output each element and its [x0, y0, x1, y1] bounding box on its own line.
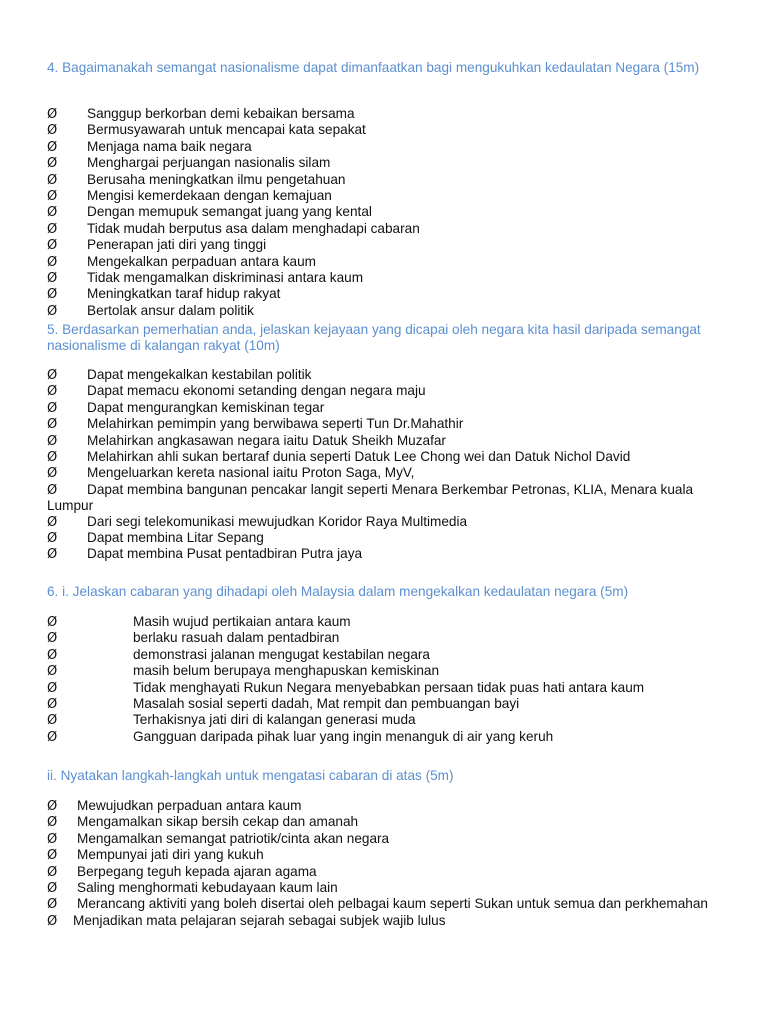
- list-item: Ø Bertolak ansur dalam politik: [47, 302, 254, 319]
- bullet-icon: Ø: [47, 547, 58, 563]
- bullet-icon: Ø: [47, 107, 58, 122]
- list-item: Ø Meningkatkan taraf hidup rakyat: [47, 286, 281, 303]
- list-item: Ø Merancang aktiviti yang boleh disertai oleh pelbagai kaum seperti Sukan untuk semua dan perkhemahan: [47, 896, 708, 913]
- list-item: Ø Mempunyai jati diri yang kukuh: [47, 847, 264, 864]
- bullet-icon: Ø: [47, 680, 58, 696]
- question-5: 5. Berdasarkan pemerhatian anda, jelaskan kejayaan yang dicapai oleh negara kita hasil daripada semangat nasionalisme di kalangan rakyat (10m): [47, 322, 701, 353]
- list-item: Ø Tidak menghayati Rukun Negara menyebabkan persaan tidak puas hati antara kaum: [47, 679, 645, 696]
- bullet-icon: Ø: [47, 647, 58, 663]
- question-4: 4. Bagaimanakah semangat nasionalisme dapat dimanfaatkan bagi mengukuhkan kedaulatan Negara (15m): [47, 60, 700, 75]
- bullet-icon: Ø: [47, 384, 58, 400]
- bullet-icon: Ø: [47, 156, 58, 172]
- bullet-icon: Ø: [47, 713, 58, 729]
- bullet-icon: Ø: [47, 815, 58, 831]
- bullet-icon: Ø: [47, 123, 58, 139]
- bullet-icon: Ø: [47, 664, 58, 680]
- list-item: Ø Saling menghormati kebudayaan kaum lain: [47, 880, 338, 897]
- bullet-icon: Ø: [47, 482, 58, 498]
- list-item: Ø Dapat membina Litar Sepang: [47, 530, 264, 547]
- question-6-i: 6. i. Jelaskan cabaran yang dihadapi oleh Malaysia dalam mengekalkan kedaulatan negara (5m): [47, 584, 629, 599]
- list-item: Ø demonstrasi jalanan mengugat kestabilan negara: [47, 646, 430, 663]
- bullet-icon: Ø: [47, 881, 58, 897]
- list-item: Ø Dari segi telekomunikasi mewujudkan Koridor Raya Multimedia: [47, 513, 468, 530]
- list-item: Ø Mengisi kemerdekaan dengan kemajuan: [47, 188, 332, 205]
- list-item: Ø Melahirkan angkasawan negara iaitu Datuk Sheikh Muzafar: [47, 432, 446, 449]
- list-item: Ø Melahirkan ahli sukan bertaraf dunia seperti Datuk Lee Chong wei dan Datuk Nichol David: [47, 449, 631, 466]
- list-item: Ø Dapat membina bangunan pencakar langit seperti Menara Berkembar Petronas, KLIA, Menara kuala Lumpur: [47, 481, 694, 514]
- bullet-icon: Ø: [47, 287, 58, 303]
- bullet-icon: Ø: [47, 697, 58, 713]
- list-item: Ø Melahirkan pemimpin yang berwibawa seperti Tun Dr.Mahathir: [47, 416, 464, 433]
- list-item: Ø Dapat membina Pusat pentadbiran Putra jaya: [47, 546, 363, 563]
- list-item: Ø Penerapan jati diri yang tinggi: [47, 237, 267, 254]
- bullet-icon: Ø: [47, 831, 58, 847]
- bullet-icon: Ø: [47, 531, 58, 547]
- list-item: Ø Masalah sosial seperti dadah, Mat rempit dan pembuangan bayi: [47, 696, 520, 713]
- bullet-icon: Ø: [47, 400, 58, 416]
- list-item: Ø Terhakisnya jati diri di kalangan generasi muda: [47, 712, 416, 729]
- bullet-icon: Ø: [47, 433, 58, 449]
- answer-list-5: [47, 367, 727, 563]
- bullet-icon: Ø: [47, 913, 58, 929]
- bullet-icon: Ø: [47, 848, 58, 864]
- list-item: Ø Berpegang teguh kepada ajaran agama: [47, 863, 317, 880]
- bullet-icon: Ø: [47, 466, 58, 482]
- list-item: Ø Mengamalkan sikap bersih cekap dan amanah: [47, 814, 359, 831]
- answer-list-4: [47, 106, 727, 319]
- bullet-icon: Ø: [47, 271, 58, 287]
- list-item: Ø Menjadikan mata pelajaran sejarah sebagai subjek wajib lulus: [47, 912, 446, 929]
- list-item: Ø Menjaga nama baik negara: [47, 138, 252, 155]
- answer-list-6-ii: [47, 798, 727, 929]
- bullet-icon: Ø: [47, 221, 58, 237]
- bullet-icon: Ø: [47, 514, 58, 530]
- bullet-icon: Ø: [47, 189, 58, 205]
- bullet-icon: Ø: [47, 417, 58, 433]
- bullet-icon: Ø: [47, 139, 58, 155]
- list-item: Ø Dapat mengekalkan kestabilan politik: [47, 367, 312, 383]
- list-item: Ø Gangguan daripada pihak luar yang ingin menanguk di air yang keruh: [47, 728, 554, 745]
- list-item: Ø Dapat memacu ekonomi setanding dengan negara maju: [47, 383, 426, 400]
- bullet-icon: Ø: [47, 615, 58, 630]
- list-item: Ø Sanggup berkorban demi kebaikan bersama: [47, 106, 355, 122]
- list-item: Ø Masih wujud pertikaian antara kaum: [47, 614, 351, 630]
- bullet-icon: Ø: [47, 303, 58, 319]
- list-item: Ø Mengeluarkan kereta nasional iaitu Proton Saga, MyV,: [47, 465, 415, 482]
- bullet-icon: Ø: [47, 238, 58, 254]
- bullet-icon: Ø: [47, 631, 58, 647]
- list-item: Ø Berusaha meningkatkan ilmu pengetahuan: [47, 171, 346, 188]
- bullet-icon: Ø: [47, 864, 58, 880]
- bullet-icon: Ø: [47, 450, 58, 466]
- list-item: Ø Mengamalkan semangat patriotik/cinta akan negara: [47, 830, 390, 847]
- list-item: Ø Tidak mudah berputus asa dalam menghadapi cabaran: [47, 220, 420, 237]
- question-6-ii: ii. Nyatakan langkah-langkah untuk mengatasi cabaran di atas (5m): [47, 768, 454, 783]
- bullet-icon: Ø: [47, 799, 58, 814]
- bullet-icon: Ø: [47, 172, 58, 188]
- bullet-icon: Ø: [47, 368, 58, 383]
- list-item: Ø Mengekalkan perpaduan antara kaum: [47, 253, 316, 270]
- list-item: Ø berlaku rasuah dalam pentadbiran: [47, 630, 340, 647]
- bullet-icon: Ø: [47, 729, 58, 745]
- list-item: Ø masih belum berupaya menghapuskan kemiskinan: [47, 663, 440, 680]
- list-item: Ø Dengan memupuk semangat juang yang kental: [47, 204, 372, 221]
- list-item: Ø Bermusyawarah untuk mencapai kata sepakat: [47, 122, 366, 139]
- bullet-icon: Ø: [47, 897, 58, 913]
- bullet-icon: Ø: [47, 254, 58, 270]
- list-item: Ø Menghargai perjuangan nasionalis silam: [47, 155, 331, 172]
- list-item: Ø Mewujudkan perpaduan antara kaum: [47, 798, 302, 814]
- list-item: Ø Tidak mengamalkan diskriminasi antara kaum: [47, 270, 364, 287]
- list-item: Ø Dapat mengurangkan kemiskinan tegar: [47, 399, 325, 416]
- answer-list-6-i: [47, 614, 727, 745]
- bullet-icon: Ø: [47, 205, 58, 221]
